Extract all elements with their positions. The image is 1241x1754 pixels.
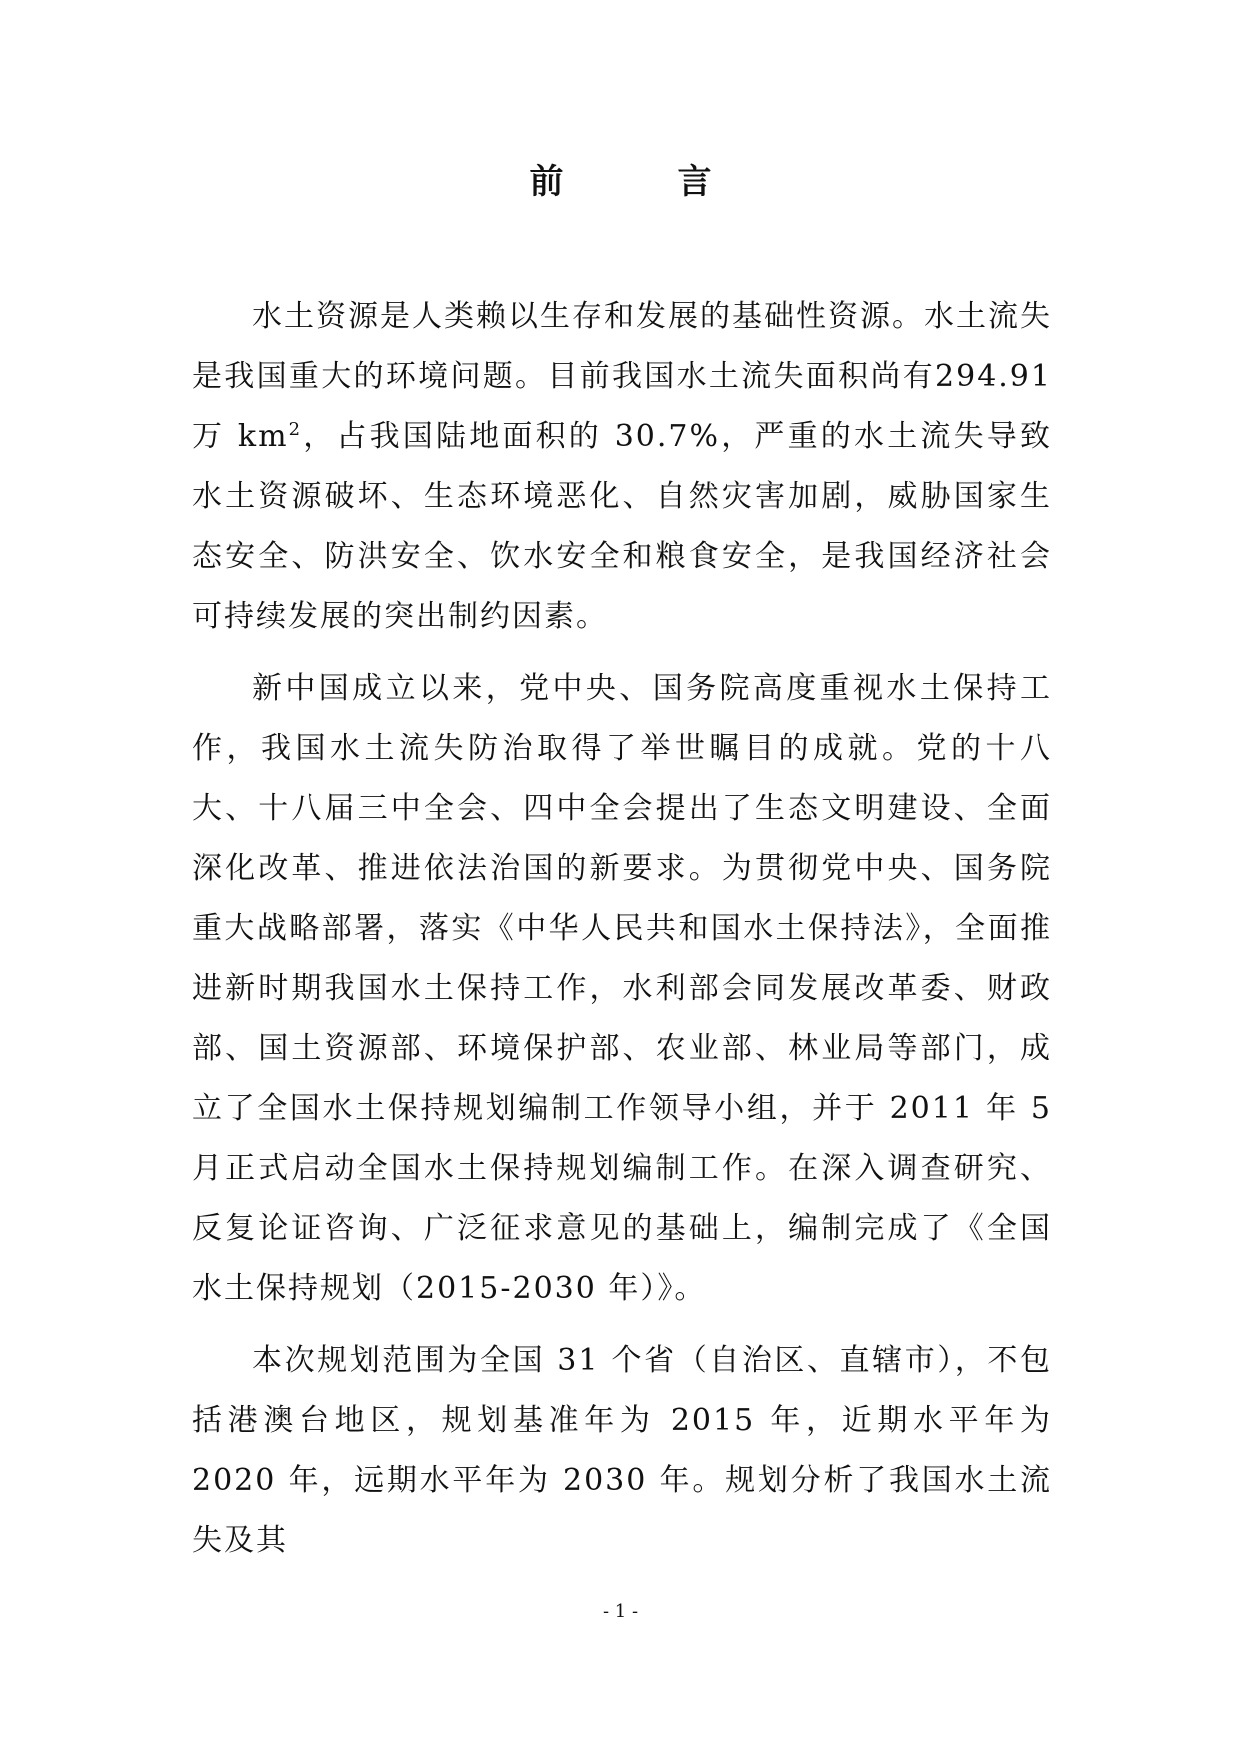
paragraph-3: 本次规划范围为全国 31 个省（自治区、直辖市），不包括港澳台地区，规划基准年为 2015 年，近期水平年为 2020 年，远期水平年为 2030 年。规划分析了我国水土流失及其 xyxy=(192,1343,1052,1558)
paragraph-2: 新中国成立以来，党中央、国务院高度重视水土保持工作，我国水土流失防治取得了举世瞩目的成就。党的十八大、十八届三中全会、四中全会提出了生态文明建设、全面深化改革、推进依法治国的新要求。为贯彻党中央、国务院重大战略部署，落实《中华人民共和国水土保持法》，全面推进新时期我国水土保持工作，水利部会同发展改革委、财政部、国土资源部、环境保护部、农业部、林业局等部门，成立了全国水土保持规划编制工作领导小组，并于 2011 年 5 月正式启动全国水土保持规划编制工作。在深入调查研究、反复论证咨询、广泛征求意见的基础上，编制完成了《全国水土保持规划（2015-2030 年）》。 xyxy=(192,671,1052,1306)
body-text xyxy=(192,287,1052,1583)
page-title: 前 言 xyxy=(529,162,752,202)
page-number: - 1 - xyxy=(602,1601,639,1622)
superscript-2: 2 xyxy=(288,419,303,440)
paragraph-1-text-a: 水土资源是人类赖以生存和发展的基础性资源。水土流失是我国重大的环境问题。目前我国水土流失面积尚有294.91 万 km xyxy=(192,299,1052,454)
paragraph-1-text-b: ，占我国陆地面积的 30.7%，严重的水土流失导致水土资源破坏、生态环境恶化、自然灾害加剧，威胁国家生态安全、防洪安全、饮水安全和粮食安全，是我国经济社会可持续发展的突出制约因素。 xyxy=(192,419,1052,634)
paragraph-1 xyxy=(192,287,1052,647)
